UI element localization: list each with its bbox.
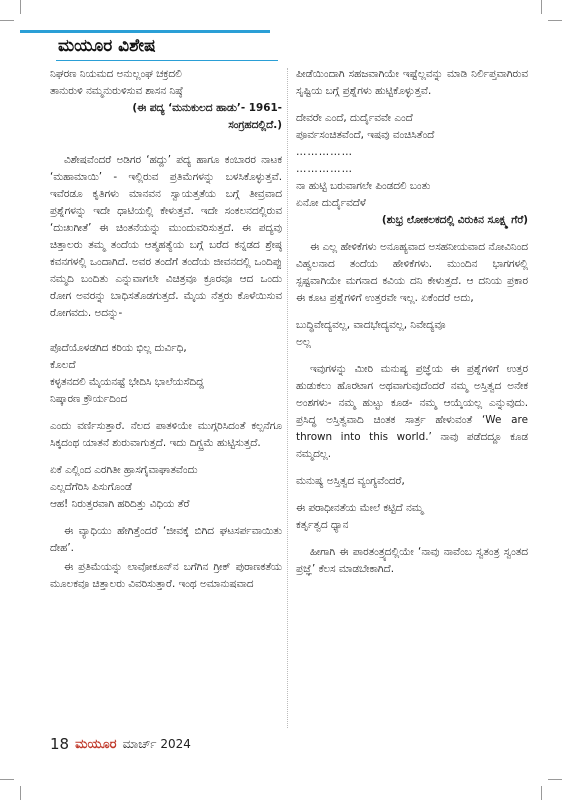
verse-line: ತಾನುರುಳಿ ನಮ್ಮನುರುಳಿಸುವ ಶಾಸನ ನಿಷ್ಠೆ bbox=[50, 85, 183, 97]
body-paragraph: ವಿಶೇಷವೆಂದರೆ ಅಡಿಗರ ‘ಹದ್ದು’ ಪದ್ಯ ಹಾಗೂ ಕಂಬಾರರ ನಾಟಕ ‘ಮಹಾಮಾಯಿ’ - ಇಲ್ಲಿರುವ ಪ್ರತಿಮೆಗಳನ್ನು ಬಳಸಿಕೊಳ್ಳುತ್ತವೆ. ಇವೆರಡೂ ಕೃತಿಗಳು ಮಾನವನ ಸ್ವಾಯತ್ತತೆಯ ಬಗ್ಗೆ ತೀವ್ರವಾದ ಪ್ರಶ್ನೆಗಳನ್ನು ಇದೇ ಧಾಟಿಯಲ್ಲಿ ಕೇಳುತ್ತವೆ. ಇದೇ ಸಂಕಲನದಲ್ಲಿರುವ ‘ದುಃಖಗೀತೆ’ ಈ ಚಿಂತನೆಯನ್ನು ಮುಂದುವರಿಸುತ್ತದೆ. ಈ ಪದ್ಯವು ಚಿತ್ತಾಲರು ತಮ್ಮ ತಂದೆಯ ಆತ್ಮಹತ್ಯೆಯ ಬಗ್ಗೆ ಬರೆದ ಕನ್ನಡದ ಶ್ರೇಷ್ಠ ಕವನಗಳಲ್ಲಿ ಒಂದಾಗಿದೆ. ಅವರ ತಂದೆಗೆ ತಂದೆಯ ಜೀವನದಲ್ಲಿ ಒಂದಿಪ್ಪು ನಮ್ಮದಿ ಬಂದಿತು ಎನ್ನುವಾಗಲೇ ವಿಚಿತ್ರವೂ ಕ್ರೂರವೂ ಆದ ಒಂದು ರೋಗ ಅವರನ್ನು ಬಾಧಿಸತೊಡಗುತ್ತದೆ. ಮೈಯ ನೆತ್ತರು ಕೊಳೆಯಿಸುವ ರೋಗವದು. ಅದನ್ನು- bbox=[50, 154, 282, 319]
verse-line: ಕಳ್ಳತನದಲಿ ಮೈಯನಷ್ಟೆ ಭೇದಿಸಿ ಭಾಲೆಯಸೆದಿದ್ದ bbox=[50, 376, 204, 388]
attribution-line: (ಈ ಪದ್ಯ ‘ಮನುಕುಲದ ಹಾಡು’- 1961- bbox=[132, 102, 282, 114]
crop-mark bbox=[0, 20, 14, 21]
crop-mark bbox=[0, 779, 14, 780]
page-footer bbox=[50, 734, 191, 754]
right-column bbox=[296, 66, 528, 588]
verse-line: ಬುದ್ಧಿವೇದ್ಯವಲ್ಲ, ವಾದಭೇದ್ಯವಲ್ಲ, ನಿವೇದ್ಯವೂ bbox=[296, 319, 446, 331]
body-paragraph: ಈ ವ್ಯಾಧಿಯು ಹೇಗಿತ್ತೆಂದರೆ ‘ಜೀವಕ್ಕೆ ಬಿಗಿದ ಘಟಸರ್ಪವಾಯಿತು ದೇಹ’. bbox=[50, 525, 282, 554]
body-paragraph: ಈ ಎಲ್ಲ ಹೇಳಿಕೆಗಳು ಅನೂಹ್ಯವಾದ ಅಸಹನೀಯವಾದ ನೋವಿನಿಂದ ವಿಹ್ವಲನಾದ ತಂದೆಯ ಹೇಳಿಕೆಗಳು. ಮುಂದಿನ ಭಾಗಗಳಲ್ಲಿ ಸ್ಪಷ್ಟವಾಗಿಯೇ ಮಗನಾದ ಕವಿಯ ದನಿ ಕೇಳುತ್ತದೆ. ಆ ದನಿಯ ಪ್ರಕಾರ ಈ ಕೂಟ ಪ್ರಶ್ನೆಗಳಿಗೆ ಉತ್ತರವೇ ಇಲ್ಲ. ಏಕೆಂದರೆ ಅದು, bbox=[296, 241, 528, 304]
verse-line: ಪೊದೆಯೊಳಡಗಿದ ಕರಿಯ ಭಿಲ್ಲ ದುರ್ವಿಧಿ, bbox=[50, 342, 187, 354]
attribution-line: ಸಂಗ್ರಹದಲ್ಲಿದೆ.) bbox=[228, 119, 282, 131]
crop-mark bbox=[541, 786, 542, 800]
crop-mark bbox=[548, 20, 562, 21]
verse-block bbox=[50, 462, 282, 513]
verse-line: ನಾ ಹುಟ್ಟಿ ಬರುವಾಗಲೇ ಪಿಂಡದಲಿ ಬಂತು bbox=[296, 180, 431, 192]
verse-block bbox=[296, 110, 528, 212]
crop-mark bbox=[20, 0, 21, 14]
verse-ellipsis: …………… bbox=[296, 146, 353, 158]
verse-line: ಕೊಲದೆ bbox=[50, 359, 76, 371]
verse-line: ಆಹ! ನಿರುತ್ತರವಾಗಿ ಹರಿದಿತ್ತು ವಿಧಿಯ ತೆರೆ bbox=[50, 498, 190, 510]
issue-date: ಮಾರ್ಚ್ 2024 bbox=[122, 736, 191, 751]
body-paragraph: ಎಂದು ವರ್ಣಿಸುತ್ತಾರೆ. ನೆಲದ ಪಾತಳಿಯೇ ಮುಗ್ಗರಿಸಿದಂತೆ ಕಲ್ಪನೆಗೂ ಸಿಕ್ಕದಂಥ ಯಾತನೆ ಶುರುವಾಗುತ್ತದೆ. ಇದು ದಿಗ್ಭ್ರಮೆ ಹುಟ್ಟಿಸುತ್ತದೆ. bbox=[50, 420, 282, 449]
verse-line: ಏನೋ ದುರ್ದೈವದೆಳೆ bbox=[296, 197, 366, 209]
intro-attribution bbox=[50, 100, 282, 134]
crop-mark bbox=[20, 786, 21, 800]
header-underline bbox=[56, 60, 278, 61]
verse-line: ಎಲ್ಲದೆಗೆರಿಸಿ ಪಿಸುಗೊಂಡೆ bbox=[50, 481, 132, 493]
verse-line: ಏಕೆ ಎಲ್ಲಿಂದ ಎರಗಿತೀ ಹ್ರಾಸಗೈವಾಘಾತವೆಂದು bbox=[50, 464, 198, 476]
verse-line: ಅಲ್ಲ bbox=[296, 336, 311, 348]
verse-ellipsis: …………… bbox=[296, 163, 353, 175]
section-title: ಮಯೂರ ವಿಶೇಷ bbox=[58, 36, 156, 56]
magazine-logo: ಮಯೂರ bbox=[75, 736, 117, 752]
verse-line: ಈ ಪರಾಧೀನತೆಯ ಮೇಲೆ ಕಟ್ಟಿದೆ ನಮ್ಮ bbox=[296, 502, 424, 514]
body-paragraph: ಇವುಗಳನ್ನು ಮೀರಿ ಮನುಷ್ಯ ಪ್ರಜ್ಞೆಯ ಈ ಪ್ರಶ್ನೆಗಳಿಗೆ ಉತ್ತರ ಹುಡುಕಲು ಹೊರಟಾಗ ಅಥವಾಗುವುದೆಂದರೆ ನಮ್ಮ ಅಸ್ತಿತ್ವದ ಅನೇಕ ಅಂಶಗಳು- ನಮ್ಮ ಹುಟ್ಟು ಕೂಡ- ನಮ್ಮ ಆಯ್ಕೆಯಲ್ಲ ಎನ್ನುವುದು. ಪ್ರಸಿದ್ಧ ಅಸ್ತಿತ್ವವಾದಿ ಚಿಂತಕ ಸಾರ್ತ್ರ ಹೇಳುವಂತೆ ‘We are thrown into this world.’ ನಾವು ಪಡೆದದ್ದೂ ಕೂಡ ನಮ್ಮದಲ್ಲ. bbox=[296, 363, 528, 460]
body-paragraph: ಹೀಗಾಗಿ ಈ ಪಾರತಂತ್ರ್ಯದಲ್ಲಿಯೇ ‘ನಾವು ನಾವೆಂಬ ಸ್ವತಂತ್ರ ಸ್ವಂತದ ಪ್ರಜ್ಞೆ’ ಕೆಲಸ ಮಾಡಬೇಕಾಗಿದೆ. bbox=[296, 546, 528, 575]
verse-block bbox=[296, 317, 528, 351]
verse-attribution: (ಶುಭ್ರ ಲೋಕಲಕದಲ್ಲಿ ವಿರುಕಿನ ಸೂಕ್ಷ್ಮ ಗೆರೆ) bbox=[381, 214, 528, 226]
crop-mark bbox=[541, 0, 542, 14]
body-paragraph: ಪೀಡೆಯಿಂದಾಗಿ ಸಹಜವಾಗಿಯೇ ಇಷ್ಟೆಲ್ಲವನ್ನು ಮಾಡಿ ನಿರ್ಲಿಪ್ತವಾಗಿರುವ ಸೃಷ್ಟಿಯ ಬಗ್ಗೆ ಪ್ರಶ್ನೆಗಳು ಹುಟ್ಟಿಕೊಳ್ಳುತ್ತವೆ. bbox=[296, 68, 528, 97]
verse-block bbox=[296, 500, 528, 534]
verse-block bbox=[50, 340, 282, 408]
intro-verse bbox=[50, 66, 282, 100]
column-divider bbox=[287, 68, 289, 728]
verse-line: ನಿಘರಣ ನಿಯಮದ ಅನುಲ್ಲಂಘ ಚಕ್ರದಲಿ bbox=[50, 68, 182, 80]
crop-mark bbox=[548, 779, 562, 780]
left-column bbox=[50, 66, 282, 603]
verse-line: ಕರ್ತೃತ್ವದ ಧ್ಯಾನ bbox=[296, 519, 349, 531]
body-paragraph: ಮನುಷ್ಯ ಅಸ್ತಿತ್ವದ ವ್ಯಂಗ್ಯವೆಂದರೆ, bbox=[296, 475, 405, 487]
verse-line: ನಿಷ್ಕಾರಣ ಕ್ರೌರ್ಯದಿಂದ bbox=[50, 393, 128, 405]
header-accent-bar bbox=[20, 30, 270, 33]
verse-line: ದೇವರೇ ಎಂದೆ, ದುರ್ದೈವವೇ ಎಂದೆ bbox=[296, 112, 413, 124]
body-paragraph: ಈ ಪ್ರತಿಮೆಯನ್ನು ಲಾವೋಕೂನ್‌ನ ಬಗೆಗಿನ ಗ್ರೀಕ್ ಪುರಾಣಕತೆಯ ಮೂಲಕವೂ ಚಿತ್ತಾಲರು ವಿವರಿಸುತ್ತಾರೆ. ಇಂಥ ಅಮಾನುಷವಾದ bbox=[50, 561, 282, 590]
verse-line: ಪೂರ್ವಸಂಚಿತವೆಂದೆ, ಇಷವು ವಂಚಿಸಿತೆಂದೆ bbox=[296, 129, 435, 141]
page-number: 18 bbox=[50, 735, 70, 753]
